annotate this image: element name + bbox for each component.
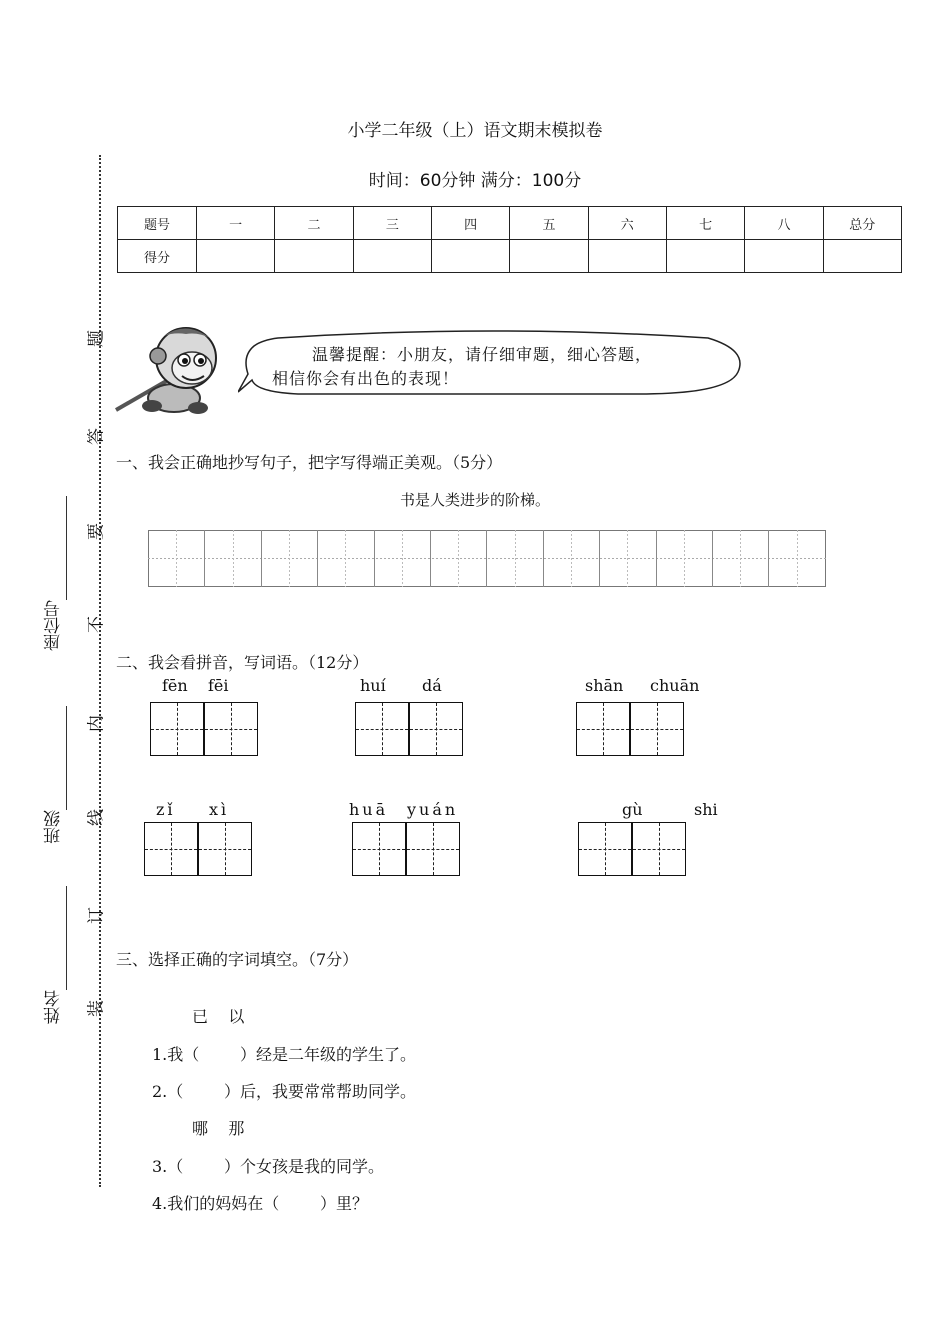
char-box[interactable] xyxy=(409,702,463,756)
copy-sentence: 书是人类进步的阶梯。 xyxy=(399,491,550,509)
table-cell: 六 xyxy=(588,207,666,240)
score-cell[interactable] xyxy=(353,240,431,273)
seal-char: 装 xyxy=(86,1000,107,1017)
score-cell[interactable] xyxy=(510,240,588,273)
char-box[interactable] xyxy=(576,702,630,756)
seat-number-line[interactable] xyxy=(66,496,67,600)
seal-char: 不 xyxy=(86,616,107,633)
word-choice-2: 哪 那 xyxy=(192,1119,245,1138)
pinyin-1a: fēn xyxy=(162,676,188,695)
score-cell[interactable] xyxy=(275,240,353,273)
seal-char: 内 xyxy=(86,715,107,732)
pinyin-6b: shi xyxy=(694,800,718,819)
char-box[interactable] xyxy=(144,822,198,876)
table-cell: 一 xyxy=(197,207,275,240)
table-cell: 题号 xyxy=(118,207,197,240)
writing-grid[interactable] xyxy=(148,530,826,587)
score-cell[interactable] xyxy=(745,240,823,273)
table-cell: 三 xyxy=(353,207,431,240)
section1-heading: 一、我会正确地抄写句子，把字写得端正美观。（5分） xyxy=(116,453,503,472)
score-cell[interactable] xyxy=(666,240,744,273)
class-line[interactable] xyxy=(66,706,67,810)
pinyin-2b: dá xyxy=(422,676,442,695)
fill-item-3[interactable]: 3.（ ）个女孩是我的同学。 xyxy=(152,1157,384,1176)
answer-box-3[interactable] xyxy=(576,702,686,758)
table-cell: 七 xyxy=(666,207,744,240)
score-cell[interactable] xyxy=(431,240,509,273)
pinyin-4b: xì xyxy=(209,800,230,819)
seat-number-label: 座位号 xyxy=(44,600,64,651)
table-cell: 总分 xyxy=(823,207,901,240)
pinyin-5a: huā xyxy=(349,800,389,819)
score-cell[interactable] xyxy=(588,240,666,273)
section3-heading: 三、选择正确的字词填空。（7分） xyxy=(116,950,359,969)
char-box[interactable] xyxy=(355,702,409,756)
name-line[interactable] xyxy=(66,886,67,990)
fill-item-4[interactable]: 4.我们的妈妈在（ ）里？ xyxy=(152,1194,368,1213)
answer-box-1[interactable] xyxy=(150,702,260,758)
char-box[interactable] xyxy=(198,822,252,876)
reminder-text xyxy=(272,343,652,391)
reminder-line-2: 相信你会有出色的表现！ xyxy=(272,369,460,388)
char-box[interactable] xyxy=(578,822,632,876)
char-box[interactable] xyxy=(204,702,258,756)
char-box[interactable] xyxy=(150,702,204,756)
section2-heading: 二、我会看拼音，写词语。（12分） xyxy=(116,653,369,672)
fill-item-2[interactable]: 2.（ ）后，我要常常帮助同学。 xyxy=(152,1082,416,1101)
char-box[interactable] xyxy=(632,822,686,876)
pinyin-1b: fēi xyxy=(208,676,229,695)
seal-char: 答 xyxy=(86,428,107,445)
exam-info: 时间：60分钟 满分：100分 xyxy=(368,171,582,191)
pinyin-4a: zǐ xyxy=(156,800,176,819)
answer-box-4[interactable] xyxy=(144,822,254,878)
word-choice-1: 已 以 xyxy=(192,1007,245,1026)
answer-box-2[interactable] xyxy=(355,702,465,758)
table-row xyxy=(118,240,902,273)
table-cell: 四 xyxy=(431,207,509,240)
char-box[interactable] xyxy=(406,822,460,876)
reminder-line-1: 温馨提醒：小朋友，请仔细审题，细心答题， xyxy=(312,345,653,364)
char-box[interactable] xyxy=(630,702,684,756)
score-cell[interactable] xyxy=(197,240,275,273)
pinyin-3a: shān xyxy=(585,676,624,695)
pinyin-3b: chuān xyxy=(650,676,700,695)
answer-box-6[interactable] xyxy=(578,822,688,878)
char-box[interactable] xyxy=(352,822,406,876)
page-title: 小学二年级（上）语文期末模拟卷 xyxy=(347,121,603,141)
pinyin-5b: yuán xyxy=(407,800,459,819)
score-table xyxy=(117,206,902,273)
table-row xyxy=(118,207,902,240)
score-cell[interactable] xyxy=(823,240,901,273)
class-label: 班级 xyxy=(44,810,64,844)
table-cell: 得分 xyxy=(118,240,197,273)
fill-item-1[interactable]: 1.我（ ）经是二年级的学生了。 xyxy=(152,1045,416,1064)
seal-char: 线 xyxy=(86,809,107,826)
seal-char: 题 xyxy=(86,330,107,347)
table-cell: 八 xyxy=(745,207,823,240)
table-cell: 五 xyxy=(510,207,588,240)
answer-box-5[interactable] xyxy=(352,822,462,878)
pinyin-2a: huí xyxy=(360,676,386,695)
seal-char: 要 xyxy=(86,523,107,540)
name-label: 姓名 xyxy=(44,990,64,1024)
monkey-mascot-icon xyxy=(112,316,240,416)
binding-dotted-line xyxy=(99,155,101,1187)
table-cell: 二 xyxy=(275,207,353,240)
pinyin-6a: gù xyxy=(622,800,643,819)
seal-char: 订 xyxy=(86,907,107,924)
